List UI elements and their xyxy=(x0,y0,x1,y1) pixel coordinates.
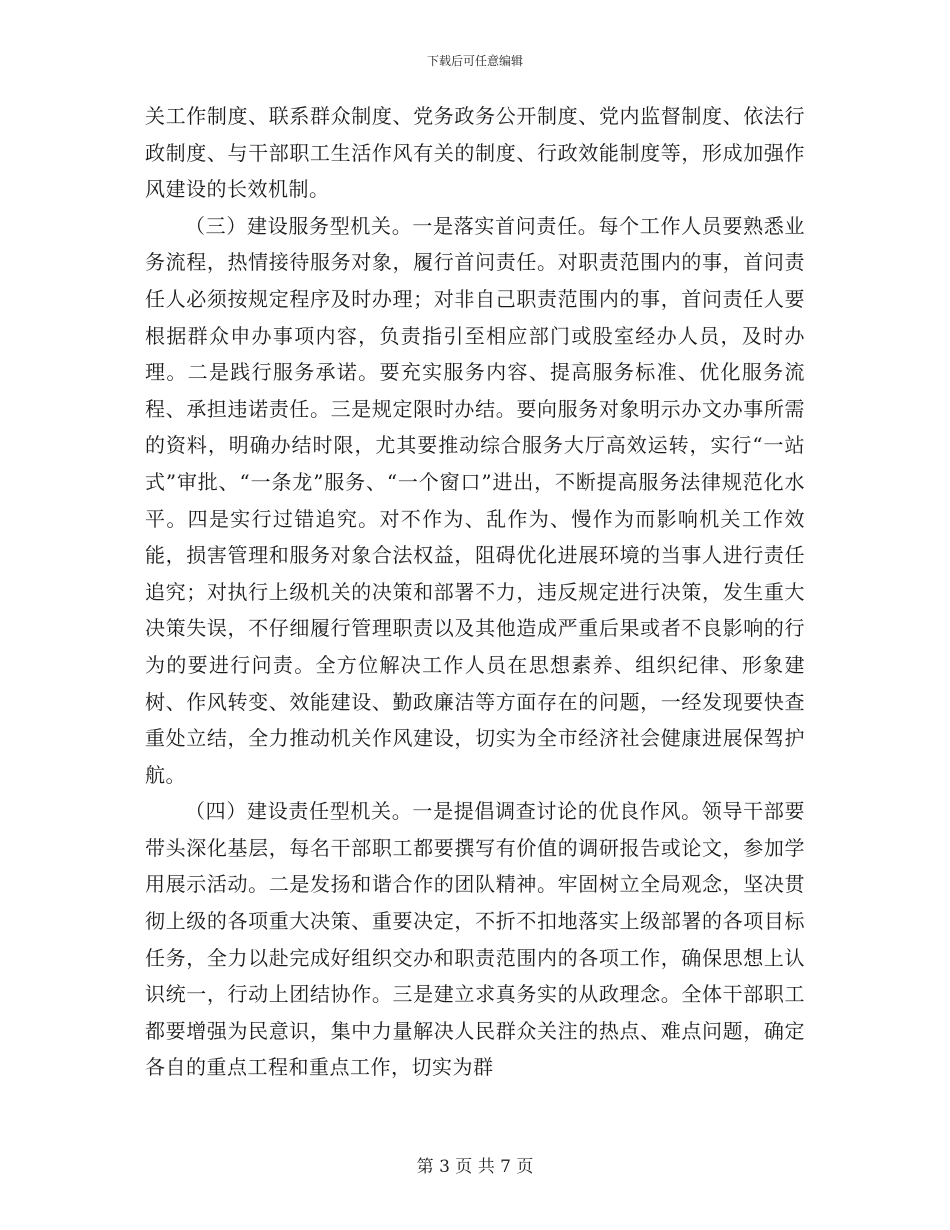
paragraph-service-agency: （三）建设服务型机关。一是落实首问责任。每个工作人员要熟悉业务流程，热情接待服务对象，履行首问责任。对职责范围内的事，首问责任人必须按规定程序及时办理；对非自己职责范围内的事，首问责任人要根据群众申办事项内容，负责指引至相应部门或股室经办人员，及时办理。二是践行服务承诺。要充实服务内容、提高服务标准、优化服务流程、承担违诺责任。三是规定限时办结。要向服务对象明示办文办事所需的资料，明确办结时限，尤其要推动综合服务大厅高效运转，实行“一站式”审批、“一条龙”服务、“一个窗口”进出，不断提高服务法律规范化水平。四是实行过错追究。对不作为、乱作为、慢作为而影响机关工作效能，损害管理和服务对象合法权益，阻碍优化进展环境的当事人进行责任追究；对执行上级机关的决策和部署不力，违反规定进行决策，发生重大决策失误，不仔细履行管理职责以及其他造成严重后果或者不良影响的行为的要进行问责。全方位解决工作人员在思想素养、组织纪律、形象建树、作风转变、效能建设、勤政廉洁等方面存在的问题，一经发现要快查重处立结，全力推动机关作风建设，切实为全市经济社会健康进展保驾护航。 xyxy=(145,213,805,787)
paragraph-continuation: 关工作制度、联系群众制度、党务政务公开制度、党内监督制度、依法行政制度、与干部职工生活作风有关的制度、行政效能制度等，形成加强作风建设的长效机制。 xyxy=(145,104,805,202)
page-header-note: 下载后可任意编辑 xyxy=(426,54,523,68)
paragraph-responsible-agency: （四）建设责任型机关。一是提倡调查讨论的优良作风。领导干部要带头深化基层，每名干部职工都要撰写有价值的调研报告或论文，参加学用展示活动。二是发扬和谐合作的团队精神。牢固树立全局观念，坚决贯彻上级的各项重大决策、重要决定，不折不扣地落实上级部署的各项目标任务，全力以赴完成好组织交办和职责范围内的各项工作，确保思想上认识统一，行动上团结协作。三是建立求真务实的从政理念。全体干部职工都要增强为民意识，集中力量解决人民群众关注的热点、难点问题，确定各自的重点工程和重点工作，切实为群 xyxy=(145,799,805,1080)
page-number: 第 3 页 共 7 页 xyxy=(416,1157,534,1177)
document-body xyxy=(145,98,805,1086)
